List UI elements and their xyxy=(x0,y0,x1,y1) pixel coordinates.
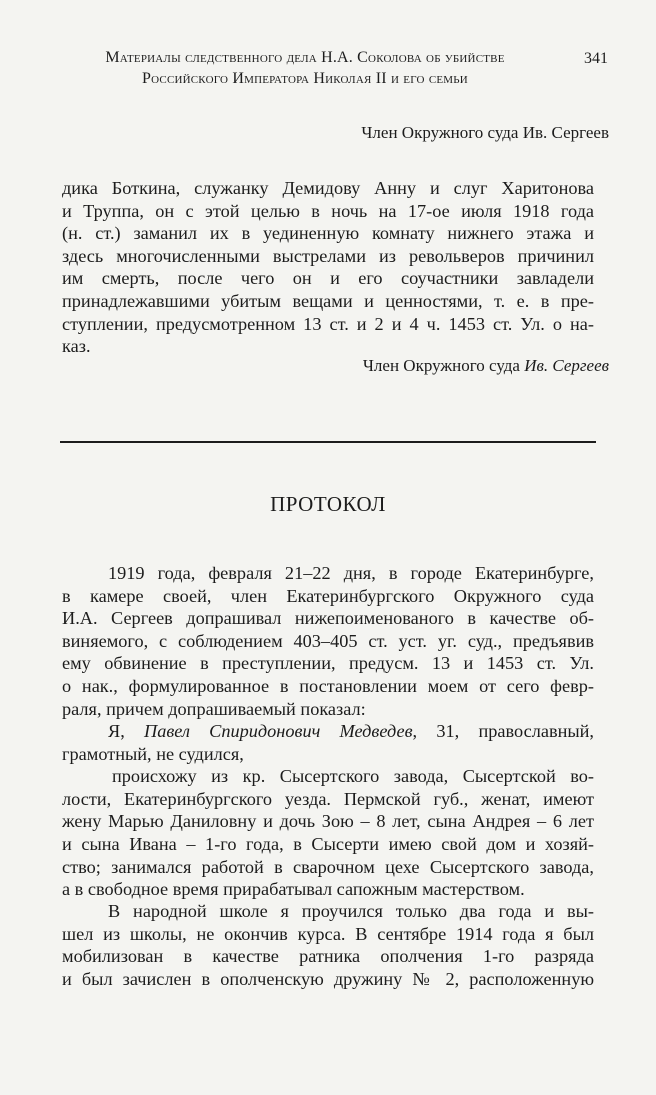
section-divider xyxy=(60,441,596,443)
running-header xyxy=(60,47,550,89)
text-line: дика Боткина, служанку Демидову Анну и слуг Харитонова xyxy=(62,178,594,198)
text-line: раля, причем допрашиваемый показал: xyxy=(62,698,366,719)
text-line: и был зачислен в ополченскую дружину № 2, расположенную xyxy=(62,968,594,989)
signature-name: Ив. Сергеев xyxy=(524,356,609,375)
top-signature: Член Окружного суда Ив. Сергеев xyxy=(361,123,609,142)
text-line: принадлежавшими убитым вещами и ценностями, т. е. в пре- xyxy=(62,290,594,311)
text-line: происхожу из кр. Сысертского завода, Сысертской во- xyxy=(112,766,594,787)
paragraph-4 xyxy=(62,900,594,990)
text-line: ство; занимался работой в сварочном цехе Сысертского завода, xyxy=(62,856,594,877)
text-line: ему обвинение в преступлении, предусм. 13 и 1453 ст. Ул. xyxy=(62,653,594,674)
text-line: а в свободное время прирабатывал сапожным мастерством. xyxy=(62,879,525,900)
text-line: и Труппа, он с этой целью в ночь на 17-ое июля 1918 года xyxy=(62,200,594,221)
text-line: лости, Екатеринбургского уезда. Пермской губ., женат, имеют xyxy=(62,788,594,809)
text-line: И.А. Сергеев допрашивал нижепоименованого в качестве об- xyxy=(62,608,594,629)
text-line: каз. xyxy=(62,336,91,357)
text-line: шел из школы, не окончив курса. В сентябре 1914 года я был xyxy=(62,923,594,944)
text-line: мобилизован в качестве ратника ополчения 1-го разряда xyxy=(62,946,594,967)
page-number: 341 xyxy=(584,50,608,67)
judge-signature xyxy=(363,355,609,377)
intro-text: Я, xyxy=(108,721,145,741)
paragraph-2 xyxy=(62,562,594,720)
text-line: 1919 года, февраля 21–22 дня, в городе Екатеринбурге, xyxy=(108,563,594,583)
intro-text-continued: , 31, православный, xyxy=(412,721,594,741)
text-line: виняемого, с соблюдением 403–405 ст. уст. уг. суд., предъявив xyxy=(62,630,594,651)
text-line: (н. ст.) заманил их в уединенную комнату нижнего этажа и xyxy=(62,223,594,244)
text-line xyxy=(62,720,594,743)
text-line: В народной школе я проучился только два года и вы- xyxy=(108,901,594,921)
header-line-2: Российского Императора Николая II и его семьи xyxy=(142,70,468,87)
text-line: здесь многочисленными выстрелами из револьверов причинил xyxy=(62,245,594,266)
paragraph-1 xyxy=(62,177,594,358)
signature-title: Член Окружного суда xyxy=(362,356,525,375)
text-line: ступлении, предусмотренном 13 ст. и 2 и 4 ч. 1453 ст. Ул. о на- xyxy=(62,313,594,334)
text-line: им смерть, после чего он и его соучастники завладели xyxy=(62,268,594,289)
text-line: в камере своей, член Екатеринбургского Окружного суда xyxy=(62,585,594,606)
header-line-1: Материалы следственного дела Н.А. Соколова об убийстве xyxy=(105,49,505,66)
text-line: и сына Ивана – 1-го года, в Сысерти имею свой дом и хозяй- xyxy=(62,833,594,854)
text-line: грамотный, не судился, xyxy=(62,743,244,764)
paragraph-3 xyxy=(62,720,594,901)
protocol-title: ПРОТОКОЛ xyxy=(270,492,386,516)
text-line: жену Марью Даниловну и дочь Зою – 8 лет, сына Андрея – 6 лет xyxy=(62,811,594,832)
text-line: о нак., формулированное в постановлении моем от сего февр- xyxy=(62,675,594,696)
defendant-name: Павел Спиридонович Медведев xyxy=(144,721,413,741)
